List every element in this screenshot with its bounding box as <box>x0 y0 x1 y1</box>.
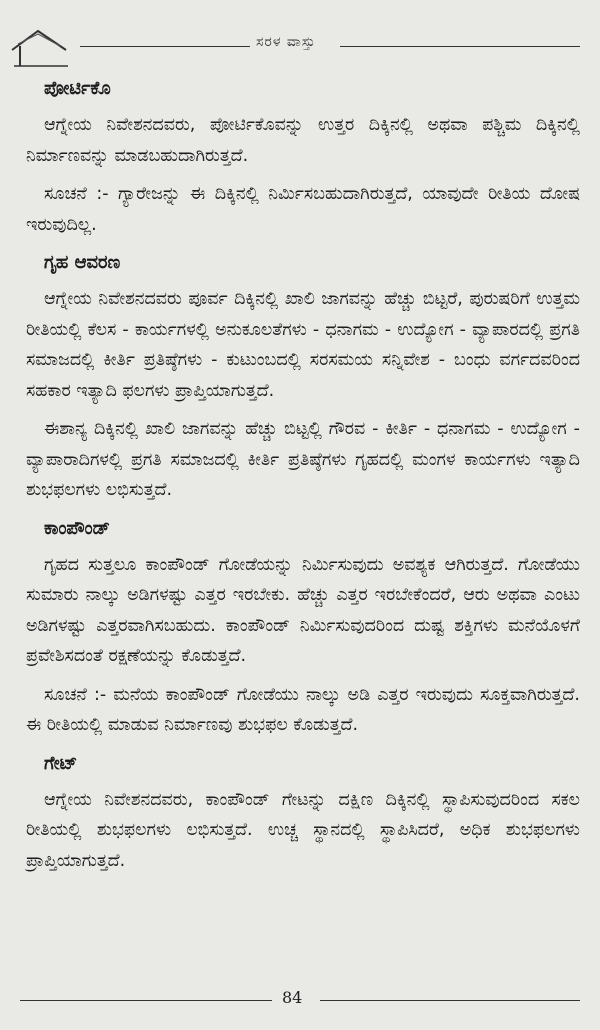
section-heading: ಕಾಂಪೌಂಡ್ <box>44 517 110 539</box>
footer-rule-left <box>20 1000 272 1001</box>
paragraph: ಆಗ್ನೇಯ ನಿವೇಶನದವರು ಪೂರ್ವ ದಿಕ್ಕಿನಲ್ಲಿ ಖಾಲಿ ಜಾಗವನ್ನು ಹೆಚ್ಚು ಬಿಟ್ಟರೆ, ಪುರುಷರಿಗೆ ಉತ್ತಮ ರೀತಿಯಲ್ಲಿ ಕೆಲಸ - ಕಾರ್ಯಗಳಲ್ಲಿ ಅನುಕೂಲತೆಗಳು - ಧನಾಗಮ - ಉದ್ಯೋಗ - ವ್ಯಾಪಾರದಲ್ಲಿ ಪ್ರಗತಿ ಸಮಾಜದಲ್ಲಿ ಕೀರ್ತಿ ಪ್ರತಿಷ್ಠೆಗಳು - ಕುಟುಂಬದಲ್ಲಿ ಸರಸಮಯ ಸನ್ನಿವೇಶ - ಬಂಧು ವರ್ಗದವರಿಂದ ಸಹಕಾರ ಇತ್ಯಾದಿ ಫಲಗಳು ಪ್ರಾಪ್ತಿಯಾಗುತ್ತದೆ. <box>26 289 580 401</box>
section-compound <box>26 514 580 741</box>
section-heading: ಗೃಹ ಆವರಣ <box>44 252 121 273</box>
page-number: 84 <box>282 988 303 1007</box>
header-title: ಸರಳ ವಾಸ್ತು <box>256 34 316 50</box>
section-house-premises <box>26 248 580 506</box>
section-heading: ಗೇಟ್ <box>44 752 78 774</box>
page-footer <box>20 988 580 1012</box>
paragraph: ಗೃಹದ ಸುತ್ತಲೂ ಕಾಂಪೌಂಡ್ ಗೋಡೆಯನ್ನು ನಿರ್ಮಿಸುವುದು ಅವಶ್ಯಕ ಆಗಿರುತ್ತದೆ. ಗೋಡೆಯು ಸುಮಾರು ನಾಲ್ಕು ಅಡಿಗಳಷ್ಟು ಎತ್ತರ ಇರಬೇಕು. ಹೆಚ್ಚು ಎತ್ತರ ಇರಬೇಕೆಂದರೆ, ಆರು ಅಥವಾ ಎಂಟು ಅಡಿಗಳಷ್ಟು ಎತ್ತರವಾಗಿಸಬಹುದು. ಕಾಂಪೌಂಡ್ ನಿರ್ಮಿಸುವುದರಿಂದ ದುಷ್ಟ ಶಕ್ತಿಗಳು ಮನೆಯೊಳಗೆ ಪ್ರವೇಶಿಸದಂತೆ ರಕ್ಷಣೆಯನ್ನು ಕೊಡುತ್ತದೆ. <box>26 554 580 666</box>
running-header <box>10 28 580 68</box>
header-rule-left <box>80 46 250 47</box>
section-portico <box>26 74 580 240</box>
header-rule-right <box>340 46 580 47</box>
paragraph: ಆಗ್ನೇಯ ನಿವೇಶನದವರು, ಪೋರ್ಟಿಕೊವನ್ನು ಉತ್ತರ ದಿಕ್ಕಿನಲ್ಲಿ ಅಥವಾ ಪಶ್ಚಿಮ ದಿಕ್ಕಿನಲ್ಲಿ ನಿರ್ಮಾಣವನ್ನು ಮಾಡಬಹುದಾಗಿರುತ್ತದೆ. <box>26 115 580 166</box>
section-heading: ಪೋರ್ಟಿಕೊ <box>44 78 111 99</box>
section-gate <box>26 749 580 877</box>
footer-rule-right <box>320 1000 580 1001</box>
paragraph: ಆಗ್ನೇಯ ನಿವೇಶನದವರು, ಕಾಂಪೌಂಡ್ ಗೇಟನ್ನು ದಕ್ಷಿಣ ದಿಕ್ಕಿನಲ್ಲಿ ಸ್ಥಾಪಿಸುವುದರಿಂದ ಸಕಲ ರೀತಿಯಲ್ಲಿ ಶುಭಫಲಗಳು ಲಭಿಸುತ್ತದೆ. ಉಚ್ಚ ಸ್ಥಾನದಲ್ಲಿ ಸ್ಥಾಪಿಸಿದರೆ, ಅಧಿಕ ಶುಭಫಲಗಳು ಪ್ರಾಪ್ತಿಯಾಗುತ್ತದೆ. <box>26 789 580 871</box>
paragraph: ಈಶಾನ್ಯ ದಿಕ್ಕಿನಲ್ಲಿ ಖಾಲಿ ಜಾಗವನ್ನು ಹೆಚ್ಚು ಬಿಟ್ಟಲ್ಲಿ ಗೌರವ - ಕೀರ್ತಿ - ಧನಾಗಮ - ಉದ್ಯೋಗ - ವ್ಯಾಪಾರಾದಿಗಳಲ್ಲಿ ಪ್ರಗತಿ ಸಮಾಜದಲ್ಲಿ ಕೀರ್ತಿ ಪ್ರತಿಷ್ಠೆಗಳು ಗೃಹದಲ್ಲಿ ಮಂಗಳ ಕಾರ್ಯಗಳು ಇತ್ಯಾದಿ ಶುಭಫಲಗಳು ಲಭಿಸುತ್ತದೆ. <box>26 419 580 500</box>
house-icon <box>10 28 72 68</box>
page-content <box>26 74 580 884</box>
note-paragraph: ಸೂಚನೆ :- ಮನೆಯ ಕಾಂಪೌಂಡ್ ಗೋಡೆಯು ನಾಲ್ಕು ಅಡಿ ಎತ್ತರ ಇರುವುದು ಸೂಕ್ತವಾಗಿರುತ್ತದೆ. ಈ ರೀತಿಯಲ್ಲಿ ಮಾಡುವ ನಿರ್ಮಾಣವು ಶುಭಫಲ ಕೊಡುತ್ತದೆ. <box>26 684 580 735</box>
note-paragraph: ಸೂಚನೆ :- ಗ್ಯಾರೇಜನ್ನು ಈ ದಿಕ್ಕಿನಲ್ಲಿ ನಿರ್ಮಿಸಬಹುದಾಗಿರುತ್ತದೆ, ಯಾವುದೇ ರೀತಿಯ ದೋಷ ಇರುವುದಿಲ್ಲ. <box>26 184 580 235</box>
